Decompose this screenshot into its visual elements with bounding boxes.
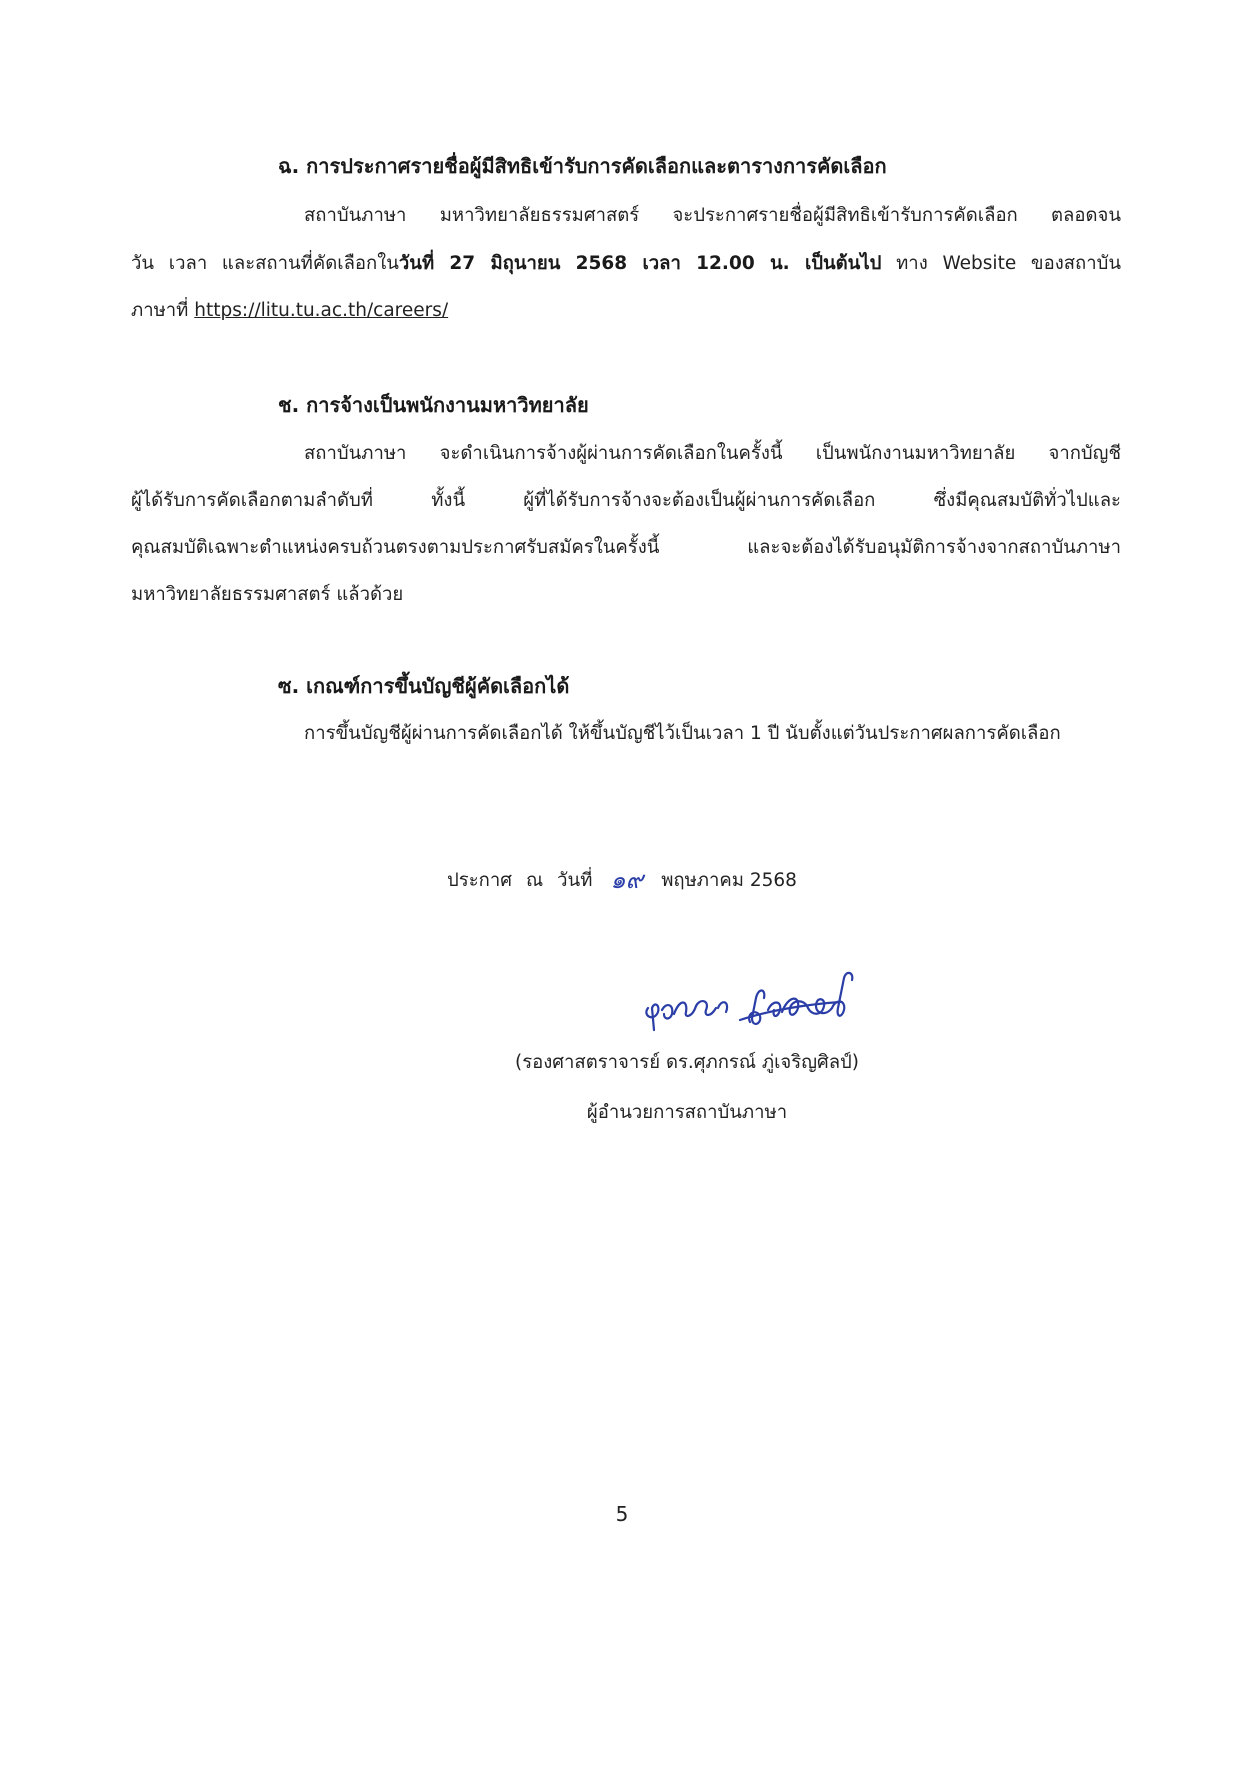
section-f-line-2 [131, 249, 1121, 278]
announcement-month-year: พฤษภาคม 2568 [661, 870, 797, 891]
announcement-prefix: ประกาศ [447, 870, 512, 891]
signer-title: ผู้อำนวยการสถาบันภาษา [586, 1102, 788, 1123]
section-f-line-3-prefix: ภาษาที่ [131, 300, 195, 321]
section-g-line-2: ผู้ได้รับการคัดเลือกตามลำดับที่ ทั้งนี้ ผู้ที่ได้รับการจ้างจะต้องเป็นผู้ผ่านการคัดเลือก ซึ่งมีคุณสมบัติทั่วไปและ [131, 490, 1121, 511]
section-f-line-3 [131, 296, 448, 325]
section-h-line-1: การขึ้นบัญชีผู้ผ่านการคัดเลือกได้ ให้ขึ้นบัญชีไว้เป็นเวลา 1 ปี นับตั้งแต่วันประกาศผลการคัดเลือก [304, 723, 1061, 744]
handwritten-day: ๑๙ [610, 866, 644, 894]
section-g-line-3: คุณสมบัติเฉพาะตำแหน่งครบถ้วนตรงตามประกาศรับสมัครในครั้งนี้ และจะต้องได้รับอนุมัติการจ้างจากสถาบันภาษา [131, 537, 1121, 558]
announcement-at: ณ [526, 870, 544, 891]
signer-name: (รองศาสตราจารย์ ดร.ศุภกรณ์ ภู่เจริญศิลป์) [515, 1052, 859, 1073]
announcement-date [0, 858, 1244, 897]
section-f-line-2-suffix: ทาง Website ของสถาบัน [881, 253, 1121, 274]
section-g-heading: ช. การจ้างเป็นพนักงานมหาวิทยาลัย [278, 393, 589, 417]
section-f-line-1: สถาบันภาษา มหาวิทยาลัยธรรมศาสตร์ จะประกาศรายชื่อผู้มีสิทธิเข้ารับการคัดเลือก ตลอดจน [304, 205, 1121, 226]
section-f-date-highlight: วันที่ 27 มิถุนายน 2568 เวลา 12.00 น. เป็นต้นไป [398, 253, 882, 274]
careers-link[interactable]: https://litu.tu.ac.th/careers/ [194, 300, 449, 321]
announcement-date-label: วันที่ [557, 870, 593, 891]
section-g-line-1: สถาบันภาษา จะดำเนินการจ้างผู้ผ่านการคัดเลือกในครั้งนี้ เป็นพนักงานมหาวิทยาลัย จากบัญชี [304, 443, 1121, 464]
page-number: 5 [615, 1502, 629, 1526]
section-h-heading: ซ. เกณฑ์การขึ้นบัญชีผู้คัดเลือกได้ [278, 674, 570, 698]
section-f-line-2-prefix: วัน เวลา และสถานที่คัดเลือกใน [131, 253, 399, 274]
handwritten-signature [640, 958, 880, 1038]
section-g-line-4: มหาวิทยาลัยธรรมศาสตร์ แล้วด้วย [131, 584, 404, 605]
section-f-heading: ฉ. การประกาศรายชื่อผู้มีสิทธิเข้ารับการคัดเลือกและตารางการคัดเลือก [278, 154, 887, 178]
